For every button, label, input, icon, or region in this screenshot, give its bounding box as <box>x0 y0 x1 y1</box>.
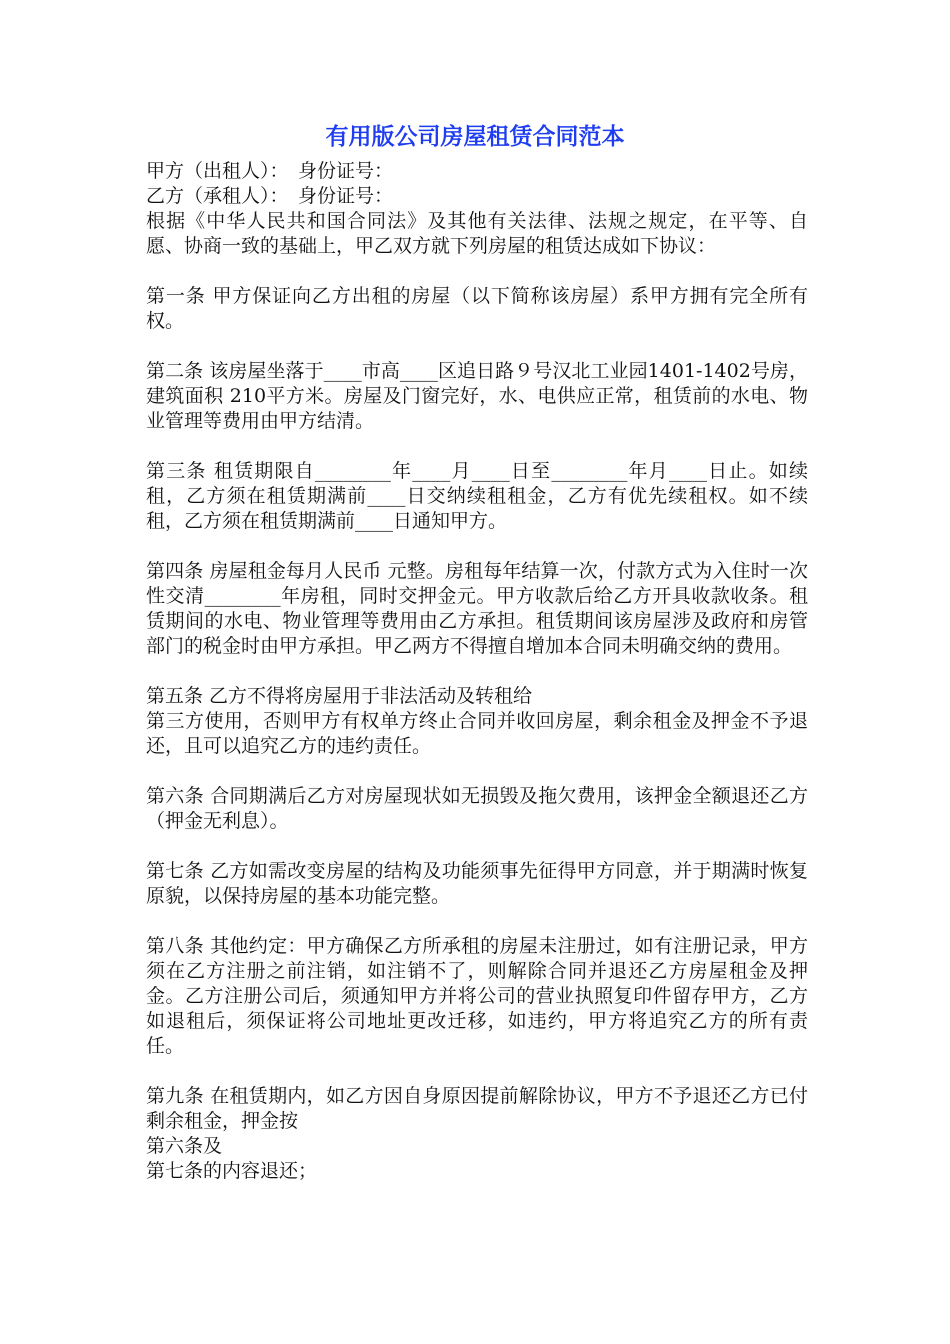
article-3: 第三条 租赁期限自________年____月____日至________年月____日止。如续租，乙方须在租赁期满前____日交纳续租租金，乙方有优先续租权。如不续租，乙方须在租赁期满前____日通知甲方。 <box>146 460 808 532</box>
party-b-line: 乙方（承租人）： 身份证号： <box>146 185 394 207</box>
article-9-line-2: 第六条及 <box>146 1135 223 1157</box>
paragraph-gap <box>146 659 808 684</box>
article-5-line-1: 第五条 乙方不得将房屋用于非法活动及转租给 <box>146 685 533 707</box>
party-a-line: 甲方（出租人）： 身份证号： <box>146 160 394 182</box>
article-2: 第二条 该房屋坐落于____市高____区追日路９号汉北工业园1401-1402号房，建筑面积 210平方米。房屋及门窗完好，水、电供应正常，租赁前的水电、物业管理等费用由甲方结清。 <box>146 360 808 432</box>
paragraph-gap <box>146 334 808 359</box>
article-9-line-3: 第七条的内容退还； <box>146 1160 318 1182</box>
paragraph-gap <box>146 259 808 284</box>
paragraph-gap <box>146 909 808 934</box>
paragraph-gap <box>146 534 808 559</box>
paragraph-gap <box>146 434 808 459</box>
paragraph-gap <box>146 834 808 859</box>
intro-paragraph: 根据《中华人民共和国合同法》及其他有关法律、法规之规定，在平等、自愿、协商一致的基础上，甲乙双方就下列房屋的租赁达成如下协议： <box>146 210 808 257</box>
article-1: 第一条 甲方保证向乙方出租的房屋（以下简称该房屋）系甲方拥有完全所有权。 <box>146 285 808 332</box>
article-7: 第七条 乙方如需改变房屋的结构及功能须事先征得甲方同意，并于期满时恢复原貌，以保持房屋的基本功能完整。 <box>146 860 808 907</box>
article-8: 第八条 其他约定：甲方确保乙方所承租的房屋未注册过，如有注册记录，甲方须在乙方注册之前注销，如注销不了，则解除合同并退还乙方房屋租金及押金。乙方注册公司后，须通知甲方并将公司的营业执照复印件留存甲方，乙方如退租后，须保证将公司地址更改迁移，如违约，甲方将追究乙方的所有责任。 <box>146 935 808 1057</box>
article-9-line-1: 第九条 在租赁期内，如乙方因自身原因提前解除协议，甲方不予退还乙方已付剩余租金，押金按 <box>146 1085 808 1132</box>
document-title: 有用版公司房屋租赁合同范本 <box>325 124 625 150</box>
article-5-line-2: 第三方使用，否则甲方有权单方终止合同并收回房屋，剩余租金及押金不予退还，且可以追究乙方的违约责任。 <box>146 710 808 757</box>
paragraph-gap <box>146 759 808 784</box>
paragraph-gap <box>146 1059 808 1084</box>
article-4: 第四条 房屋租金每月人民币 元整。房租每年结算一次，付款方式为入住时一次性交清________年房租，同时交押金元。甲方收款后给乙方开具收款收条。租赁期间的水电、物业管理等费用由乙方承担。租赁期间该房屋涉及政府和房管部门的税金时由甲方承担。甲乙两方不得擅自增加本合同未明确交纳的费用。 <box>146 560 808 657</box>
document-body <box>146 159 808 1184</box>
article-6: 第六条 合同期满后乙方对房屋现状如无损毁及拖欠费用，该押金全额退还乙方（押金无利息）。 <box>146 785 808 832</box>
